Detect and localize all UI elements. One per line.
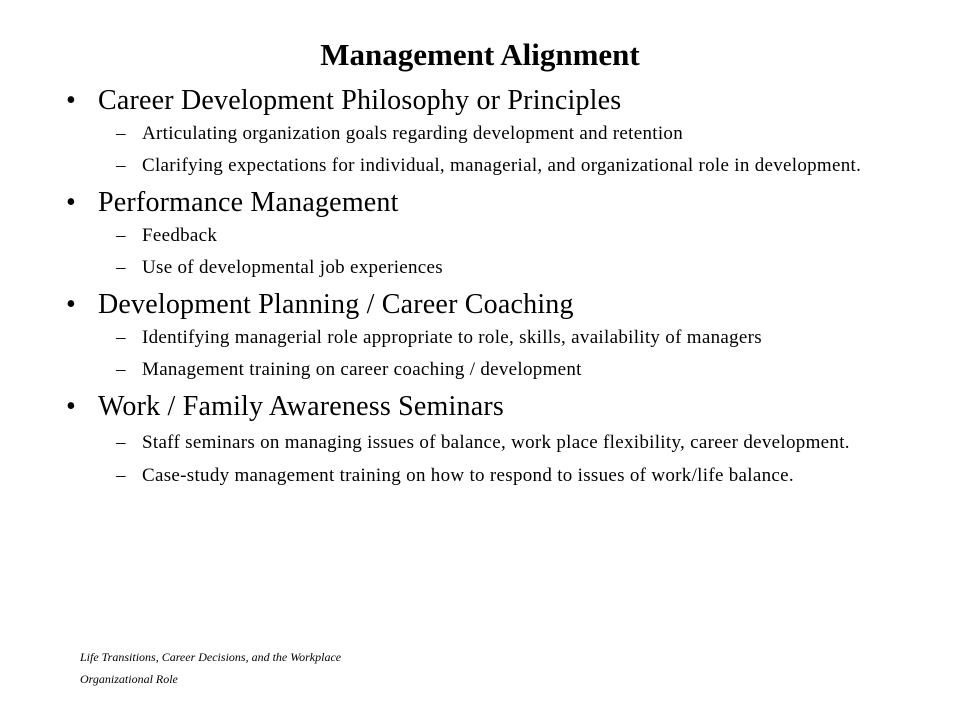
bullet-heading (66, 186, 896, 220)
sub-list (66, 428, 896, 488)
sub-item (66, 122, 896, 146)
bullet-heading (66, 84, 896, 118)
dash: – (116, 257, 126, 278)
sub-list (66, 122, 896, 178)
dash: – (116, 327, 126, 348)
sub-item-text: Management training on career coaching / development (142, 359, 582, 380)
bullet-heading-text: Development Planning / Career Coaching (98, 289, 574, 320)
sub-item-text: Staff seminars on managing issues of balance, work place flexibility, career development. (142, 432, 850, 453)
sub-item-text: Case-study management training on how to respond to issues of work/life balance. (142, 465, 794, 486)
section-development-planning (66, 288, 896, 382)
sub-item (66, 358, 896, 382)
dash: – (116, 359, 126, 380)
sub-item-text: Clarifying expectations for individual, managerial, and organizational role in development. (142, 155, 862, 176)
sub-item-text: Articulating organization goals regarding development and retention (142, 123, 684, 144)
slide-content (66, 84, 896, 494)
footer-line-1: Life Transitions, Career Decisions, and the Workplace (80, 650, 342, 664)
bullet-heading-text: Performance Management (98, 187, 399, 218)
sub-item (66, 326, 896, 350)
sub-list (66, 326, 896, 382)
dash: – (116, 465, 126, 486)
bullet-dot: • (66, 289, 77, 320)
section-career-development (66, 84, 896, 178)
sub-item (66, 464, 896, 488)
bullet-heading-text: Career Development Philosophy or Principles (98, 85, 622, 116)
slide-title: Management Alignment (320, 37, 640, 72)
sub-item-text: Feedback (142, 225, 218, 246)
sub-item (66, 256, 896, 280)
dash: – (116, 432, 126, 453)
sub-item (66, 154, 896, 178)
dash: – (116, 123, 126, 144)
sub-item (66, 428, 896, 458)
sub-item (66, 224, 896, 248)
footer-line-2: Organizational Role (80, 672, 178, 686)
bullet-heading (66, 288, 896, 322)
sub-item-text: Identifying managerial role appropriate to role, skills, availability of managers (142, 327, 762, 348)
bullet-dot: • (66, 85, 77, 116)
bullet-dot: • (66, 187, 77, 218)
section-performance-management (66, 186, 896, 280)
sub-list (66, 224, 896, 280)
section-work-family-seminars (66, 390, 896, 488)
dash: – (116, 155, 126, 176)
sub-item-text: Use of developmental job experiences (142, 257, 443, 278)
slide-footer (80, 646, 341, 690)
bullet-heading (66, 390, 896, 424)
bullet-dot: • (66, 391, 77, 422)
bullet-heading-text: Work / Family Awareness Seminars (98, 391, 504, 422)
dash: – (116, 225, 126, 246)
